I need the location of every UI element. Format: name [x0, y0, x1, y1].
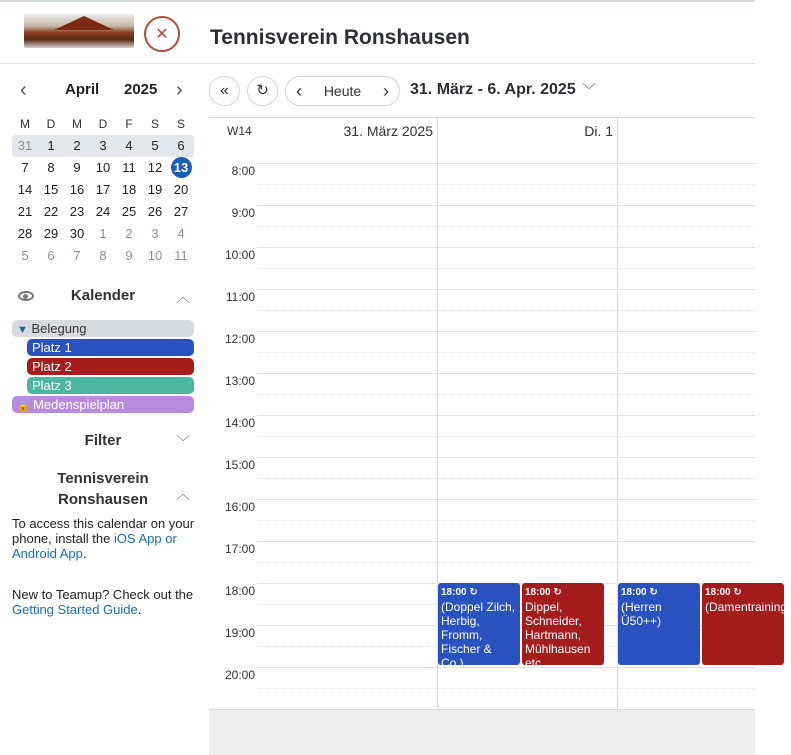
event-card[interactable]: [522, 583, 604, 670]
hour-label: 20:00: [224, 668, 255, 682]
half-hour-line: [257, 310, 755, 311]
day-cell[interactable]: 7: [73, 248, 81, 263]
day-cell[interactable]: 24: [95, 204, 111, 219]
hour-line: [257, 541, 755, 542]
hour-label: 8:00: [231, 164, 255, 178]
repeat-icon: ↻: [553, 587, 562, 598]
weekday-label: D: [46, 117, 56, 131]
sidebar: [0, 65, 205, 755]
event-time: 18:00 ↻: [705, 587, 742, 598]
about-title-line-1: Tennisverein: [57, 470, 149, 487]
grid-footer: [209, 709, 755, 755]
calendar-item-platz-3[interactable]: Platz 3: [27, 377, 194, 394]
filter-section-header[interactable]: [12, 432, 194, 456]
app-install-text-end: .: [82, 546, 87, 561]
day-cell[interactable]: 4: [125, 138, 133, 153]
chevron-down-icon[interactable]: ﹀: [176, 434, 190, 450]
hour-label: 14:00: [224, 416, 255, 430]
chevron-up-icon[interactable]: ︿: [176, 486, 190, 502]
day-cell[interactable]: 16: [69, 182, 85, 197]
day-cell[interactable]: 17: [95, 182, 111, 197]
calendar-group-belegung[interactable]: [12, 320, 194, 337]
week-row: [12, 135, 194, 157]
hour-line: [257, 499, 755, 500]
weekday-label: F: [125, 117, 133, 131]
app-install-info: [12, 516, 197, 561]
day-cell[interactable]: 3: [99, 138, 107, 153]
chevron-up-icon[interactable]: ︿: [176, 289, 190, 305]
repeat-icon: ↻: [733, 587, 742, 598]
day-cell[interactable]: 10: [95, 160, 111, 175]
weekday-label: S: [150, 117, 159, 131]
day-header-tue[interactable]: Di. 1: [584, 123, 613, 139]
hour-label: 16:00: [224, 500, 255, 514]
hour-line: [257, 247, 755, 248]
hour-line: [257, 163, 755, 164]
half-hour-line: [257, 352, 755, 353]
day-cell[interactable]: 11: [174, 248, 188, 263]
week-row: [12, 201, 194, 223]
day-cell[interactable]: 5: [21, 248, 29, 263]
day-cell[interactable]: 15: [43, 182, 59, 197]
week-number: W14: [227, 124, 252, 138]
getting-started-link[interactable]: Getting Started Guide: [12, 602, 138, 617]
page-title: Tennisverein Ronshausen: [210, 26, 470, 49]
mini-calendar-year[interactable]: 2025: [124, 81, 158, 98]
date-nav-group: [285, 76, 400, 106]
weekday-label: S: [176, 117, 185, 131]
day-cell[interactable]: 9: [73, 160, 81, 175]
day-header-mon[interactable]: 31. März 2025: [343, 123, 433, 139]
collapse-sidebar-icon[interactable]: «: [209, 76, 240, 106]
week-row: [12, 157, 194, 179]
event-title: (Damentraining): [705, 600, 791, 614]
hour-label: 17:00: [224, 542, 255, 556]
hour-label: 13:00: [224, 374, 255, 388]
app-install-text: To access this calendar on your phone, install the: [12, 516, 195, 546]
event-title: Dippel, Schneider, Hartmann, Mühlhausen etc: [525, 600, 591, 670]
calendar-item-platz-1[interactable]: Platz 1: [27, 339, 194, 356]
mini-calendar-header: [12, 79, 196, 103]
hour-label: 10:00: [224, 248, 255, 262]
event-time: 18:00 ↻: [525, 587, 562, 598]
half-hour-line: [257, 478, 755, 479]
mini-calendar-grid: [12, 113, 194, 267]
event-title: (Herren Ü50++): [621, 600, 662, 628]
repeat-icon: ↻: [649, 587, 658, 598]
event-title: (Doppel Zilch, Herbig, Fromm, Fischer & Co.): [441, 600, 516, 670]
about-title-line-2: Ronshausen: [57, 491, 148, 508]
day-cell[interactable]: 1: [47, 138, 55, 153]
repeat-icon: ↻: [469, 587, 478, 598]
half-hour-line: [257, 268, 755, 269]
event-card[interactable]: [618, 583, 700, 665]
club-seal-logo[interactable]: [144, 16, 180, 52]
prev-week-chevron-icon[interactable]: ‹: [296, 81, 302, 101]
day-cell[interactable]: 2: [73, 138, 81, 153]
prev-month-chevron-icon[interactable]: ‹: [20, 79, 27, 101]
day-cell[interactable]: 3: [151, 226, 159, 241]
weekday-row: [12, 113, 194, 135]
filter-title: Filter: [84, 432, 122, 449]
weekday-label: M: [72, 117, 82, 131]
day-cell[interactable]: 31: [17, 138, 33, 153]
day-cell[interactable]: 21: [17, 204, 33, 219]
day-cell[interactable]: 25: [121, 204, 137, 219]
day-cell[interactable]: 7: [21, 160, 29, 175]
hour-line: [257, 415, 755, 416]
hour-label: 19:00: [224, 626, 255, 640]
half-hour-line: [257, 226, 755, 227]
getting-started-text: New to Teamup? Check out the: [12, 587, 194, 602]
mini-calendar-month[interactable]: April: [65, 81, 100, 98]
caret-down-icon[interactable]: ▼: [17, 324, 28, 336]
day-cell[interactable]: 4: [177, 226, 185, 241]
hour-line: [257, 205, 755, 206]
calendars-section-header[interactable]: [12, 287, 194, 311]
day-cell[interactable]: 5: [151, 138, 159, 153]
today-marker: 13: [171, 157, 192, 178]
next-month-chevron-icon[interactable]: ›: [176, 79, 183, 101]
calendar-item-platz-2[interactable]: Platz 2: [27, 358, 194, 375]
half-hour-line: [257, 184, 755, 185]
half-hour-line: [257, 520, 755, 521]
hour-line: [257, 331, 755, 332]
week-row: [12, 223, 194, 245]
event-time: 18:00 ↻: [441, 587, 478, 598]
hour-label: 18:00: [224, 584, 255, 598]
day-cell[interactable]: 10: [147, 248, 163, 263]
day-cell[interactable]: 22: [43, 204, 59, 219]
day-cell[interactable]: 28: [17, 226, 33, 241]
day-cell[interactable]: 29: [43, 226, 59, 241]
week-grid: [209, 117, 791, 709]
hour-line: [257, 457, 755, 458]
calendar-item-medenspielplan[interactable]: [12, 396, 194, 413]
app-header: [0, 2, 755, 64]
day-cell[interactable]: 20: [173, 182, 189, 197]
chevron-down-icon[interactable]: ﹀: [582, 82, 596, 98]
day-cell[interactable]: 26: [147, 204, 163, 219]
half-hour-line: [257, 562, 755, 563]
day-cell[interactable]: 1: [99, 226, 107, 241]
half-hour-line: [257, 436, 755, 437]
weekday-label: D: [98, 117, 108, 131]
day-cell[interactable]: 2: [125, 226, 133, 241]
day-cell[interactable]: 9: [125, 248, 133, 263]
week-row: [12, 179, 194, 201]
day-cell[interactable]: 6: [47, 248, 55, 263]
half-hour-line: [257, 394, 755, 395]
day-cell[interactable]: 27: [173, 204, 189, 219]
about-section-header[interactable]: [12, 470, 194, 510]
day-cell[interactable]: 6: [177, 138, 185, 153]
calendar-group-label: Belegung: [31, 321, 87, 336]
event-time: 18:00 ↻: [621, 587, 658, 598]
hour-label: 15:00: [224, 458, 255, 472]
calendar-item-label: Medenspielplan: [33, 397, 125, 412]
day-cell[interactable]: 11: [122, 160, 136, 175]
day-cell[interactable]: 18: [121, 182, 137, 197]
day-cell[interactable]: 8: [99, 248, 107, 263]
today-button[interactable]: Heute: [323, 83, 362, 99]
hour-line: [257, 289, 755, 290]
day-cell[interactable]: 8: [47, 160, 55, 175]
half-hour-line: [257, 688, 755, 689]
getting-started-text-end: .: [137, 602, 142, 617]
getting-started-info: [12, 587, 197, 617]
day-cell[interactable]: 19: [147, 182, 163, 197]
event-card[interactable]: [702, 583, 791, 665]
calendars-title: Kalender: [70, 287, 136, 304]
day-cell[interactable]: 14: [17, 182, 33, 197]
event-card[interactable]: [438, 583, 520, 670]
day-cell-today[interactable]: [168, 157, 194, 179]
day-cell[interactable]: 12: [147, 160, 163, 175]
weekday-label: M: [20, 117, 30, 131]
hour-label: 12:00: [224, 332, 255, 346]
club-photo-logo[interactable]: [24, 14, 134, 48]
day-cell[interactable]: 30: [69, 226, 85, 241]
week-row: [12, 245, 194, 267]
hour-line: [257, 373, 755, 374]
hour-label: 9:00: [231, 206, 255, 220]
date-range-label[interactable]: 31. März - 6. Apr. 2025: [410, 81, 576, 98]
calendar-toolbar: [209, 75, 755, 107]
day-cell[interactable]: 23: [69, 204, 85, 219]
lock-icon: 🔒: [17, 401, 30, 412]
refresh-icon[interactable]: ↻: [247, 76, 278, 106]
ios-android-app-link[interactable]: iOS App or Android App: [12, 531, 177, 561]
next-week-chevron-icon[interactable]: ›: [383, 81, 389, 101]
hour-label: 11:00: [225, 290, 255, 304]
